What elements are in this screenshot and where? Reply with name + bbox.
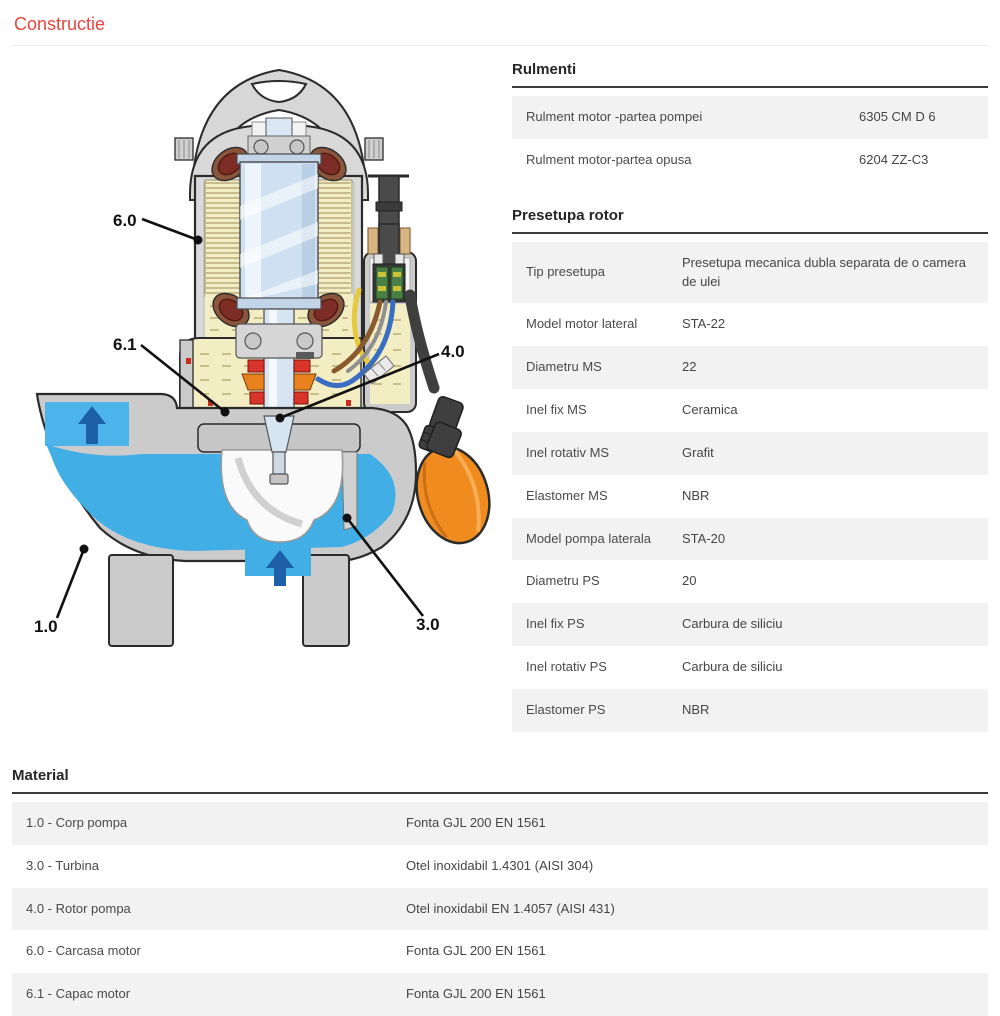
page-title: Constructie bbox=[14, 14, 106, 34]
table-row bbox=[512, 518, 988, 561]
material-section bbox=[12, 764, 988, 1016]
table-row bbox=[512, 560, 988, 603]
row-label: 6.1 - Capac motor bbox=[26, 986, 131, 1002]
table-row bbox=[512, 646, 988, 689]
row-label: Inel rotativ MS bbox=[526, 444, 610, 460]
pump-foot-left bbox=[109, 555, 173, 646]
row-label: Elastomer PS bbox=[526, 701, 606, 717]
row-label: Inel fix MS bbox=[526, 402, 587, 418]
table-row bbox=[512, 96, 988, 139]
row-value: Fonta GJL 200 EN 1561 bbox=[406, 943, 546, 959]
row-value: 6305 CM D 6 bbox=[859, 109, 936, 124]
row-value: Carbura de siliciu bbox=[682, 659, 783, 675]
table-row bbox=[512, 242, 988, 304]
diagram-label-4-0: 4.0 bbox=[441, 342, 465, 361]
housing-wall-left bbox=[180, 340, 193, 410]
table-row bbox=[512, 475, 988, 518]
row-label: Diametru MS bbox=[526, 359, 602, 375]
row-value: 20 bbox=[682, 573, 697, 589]
row-label: Tip presetupa bbox=[526, 264, 606, 280]
row-value: NBR bbox=[682, 487, 710, 503]
row-label: Elastomer MS bbox=[526, 487, 608, 503]
table-row bbox=[512, 432, 988, 475]
table-row bbox=[512, 389, 988, 432]
table-row bbox=[12, 802, 988, 845]
pump-cross-section-illustration bbox=[12, 58, 512, 658]
diagram-label-6-0: 6.0 bbox=[113, 211, 137, 230]
table-row bbox=[512, 689, 988, 732]
row-value: STA-22 bbox=[682, 316, 726, 332]
diagram-label-3-0: 3.0 bbox=[416, 615, 440, 634]
spec-tables-column bbox=[512, 58, 988, 732]
rulmenti-rows bbox=[512, 96, 988, 182]
float-switch bbox=[406, 295, 500, 552]
terminal-block bbox=[373, 264, 405, 302]
row-value: STA-20 bbox=[682, 530, 726, 546]
row-label: 3.0 - Turbina bbox=[26, 857, 99, 873]
diagram-label-6-1: 6.1 bbox=[113, 335, 137, 354]
table-row bbox=[12, 888, 988, 931]
row-value: Otel inoxidabil EN 1.4057 (AISI 431) bbox=[406, 900, 615, 916]
table-row bbox=[512, 346, 988, 389]
row-label: Diametru PS bbox=[526, 573, 600, 589]
row-label: 6.0 - Carcasa motor bbox=[26, 943, 141, 959]
rulmenti-section bbox=[512, 58, 988, 182]
pump-diagram bbox=[12, 58, 512, 663]
presetupa-rows bbox=[512, 242, 988, 732]
table-row bbox=[512, 303, 988, 346]
material-title: Material bbox=[12, 764, 988, 794]
row-label: 1.0 - Corp pompa bbox=[26, 814, 128, 830]
content-area bbox=[12, 58, 988, 732]
row-label: Rulment motor -partea pompei bbox=[526, 109, 703, 124]
row-value: Fonta GJL 200 EN 1561 bbox=[406, 986, 546, 1002]
row-value: Carbura de siliciu bbox=[682, 616, 783, 632]
title-divider bbox=[12, 45, 988, 46]
presetupa-title: Presetupa rotor bbox=[512, 204, 988, 234]
table-row bbox=[12, 930, 988, 973]
upper-bearing bbox=[248, 118, 310, 156]
row-value: Grafit bbox=[682, 444, 714, 460]
material-rows bbox=[12, 802, 988, 1016]
row-value: Presetupa mecanica dubla separata de o camera de ulei bbox=[682, 254, 967, 289]
row-value: Otel inoxidabil 1.4301 (AISI 304) bbox=[406, 857, 594, 873]
table-row bbox=[512, 603, 988, 646]
power-cable bbox=[368, 176, 410, 266]
row-label: Model motor lateral bbox=[526, 316, 638, 332]
row-label: Inel rotativ PS bbox=[526, 659, 607, 675]
row-label: Model pompa laterala bbox=[526, 530, 652, 546]
table-row bbox=[12, 845, 988, 888]
rulmenti-title: Rulmenti bbox=[512, 58, 988, 88]
diagram-label-1-0: 1.0 bbox=[34, 617, 58, 636]
row-label: Rulment motor-partea opusa bbox=[526, 151, 692, 167]
row-label: Inel fix PS bbox=[526, 616, 585, 632]
row-value: Fonta GJL 200 EN 1561 bbox=[406, 814, 546, 830]
row-value: 22 bbox=[682, 359, 697, 375]
presetupa-section bbox=[512, 204, 988, 732]
row-label: 4.0 - Rotor pompa bbox=[26, 900, 131, 916]
row-value: Ceramica bbox=[682, 402, 738, 418]
table-row bbox=[512, 139, 988, 182]
row-value: 6204 ZZ-C3 bbox=[859, 151, 929, 167]
row-value: NBR bbox=[682, 701, 710, 717]
